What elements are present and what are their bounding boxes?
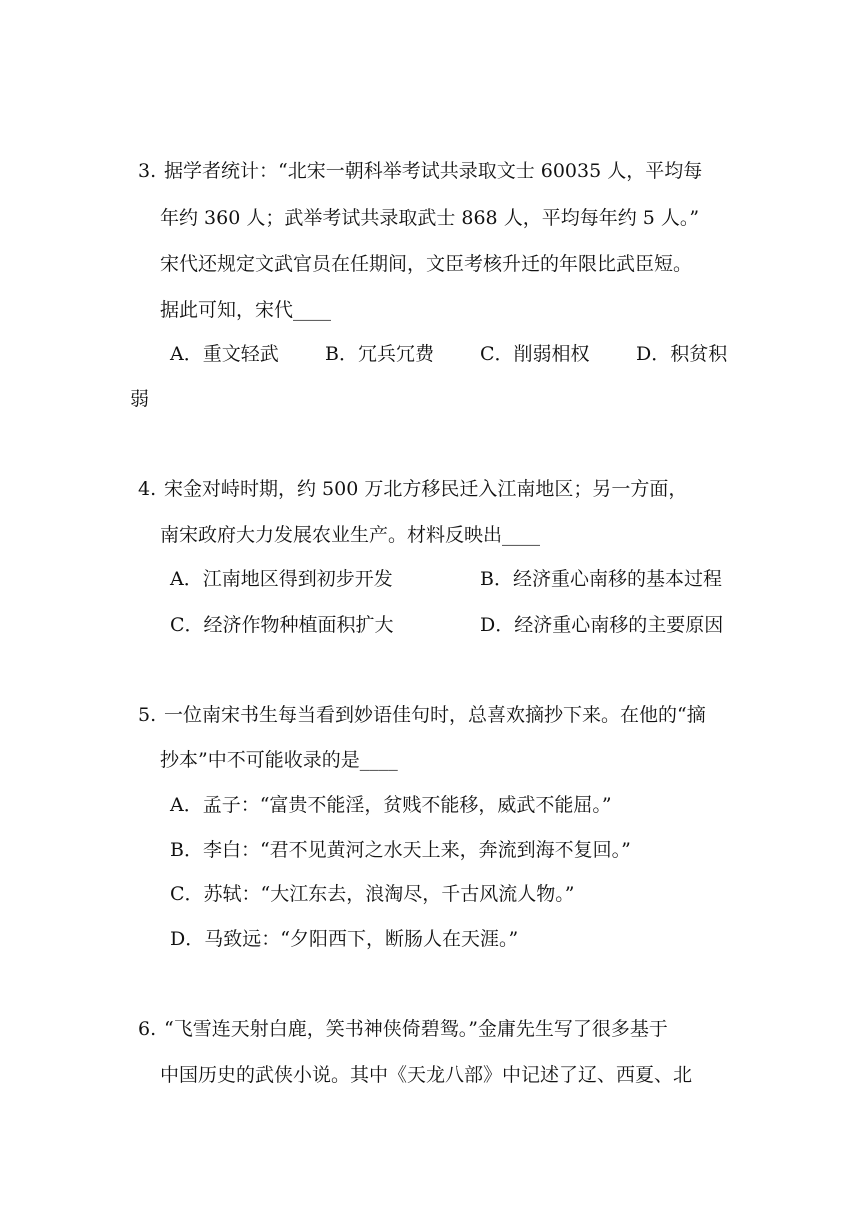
option-b: B．李白：“君不见黄河之水天上来，奔流到海不复回。” [170,839,631,861]
option-d: D．经济重心南移的主要原因 [480,614,724,636]
question-5-line-1 [138,702,706,728]
option-a: A．孟子：“富贵不能淫，贫贱不能移，威武不能屈。” [170,794,612,816]
option-c: C．经济作物种植面积扩大 [170,614,394,636]
question-3-line-4: 据此可知，宋代____ [160,299,332,321]
question-text: 宋金对峙时期，约 500 万北方移民迁入江南地区；另一方面， [164,478,688,500]
option-a: A．重文轻武 [170,343,279,365]
option-b: B．冗兵冗费 [325,343,434,365]
question-number: 6. [138,1018,157,1040]
question-text: “飞雪连天射白鹿，笑书神侠倚碧鸳。”金庸先生写了很多基于 [164,1018,668,1040]
option-d-wrap: 弱 [130,388,150,410]
question-6-line-1 [138,1016,668,1042]
question-number: 3. [138,160,157,182]
option-a: A．江南地区得到初步开发 [170,568,393,590]
question-text: 一位南宋书生每当看到妙语佳句时，总喜欢摘抄下来。在他的“摘 [164,704,706,726]
question-number: 5. [138,704,157,726]
option-d: D．积贫积 [636,343,728,365]
question-3-line-2: 年约 360 人；武举考试共录取武士 868 人，平均每年约 5 人。” [160,207,700,229]
question-4-line-2: 南宋政府大力发展农业生产。材料反映出____ [160,524,541,546]
question-number: 4. [138,478,157,500]
question-4-line-1 [138,476,687,502]
option-c: C．削弱相权 [480,343,590,365]
option-d: D．马致远：“夕阳西下，断肠人在天涯。” [170,928,519,950]
question-3-line-3: 宋代还规定文武官员在任期间，文臣考核升迁的年限比武臣短。 [160,253,693,275]
option-b: B．经济重心南移的基本过程 [480,568,722,590]
question-text: 据学者统计：“北宋一朝科举考试共录取文士 60035 人，平均每 [164,160,703,182]
question-3-line-1 [138,158,702,184]
option-c: C．苏轼：“大江东去，浪淘尽，千古风流人物。” [170,883,575,905]
question-5-line-2: 抄本”中不可能收录的是____ [160,749,398,771]
question-6-line-2: 中国历史的武侠小说。其中《天龙八部》中记述了辽、西夏、北 [160,1064,693,1086]
